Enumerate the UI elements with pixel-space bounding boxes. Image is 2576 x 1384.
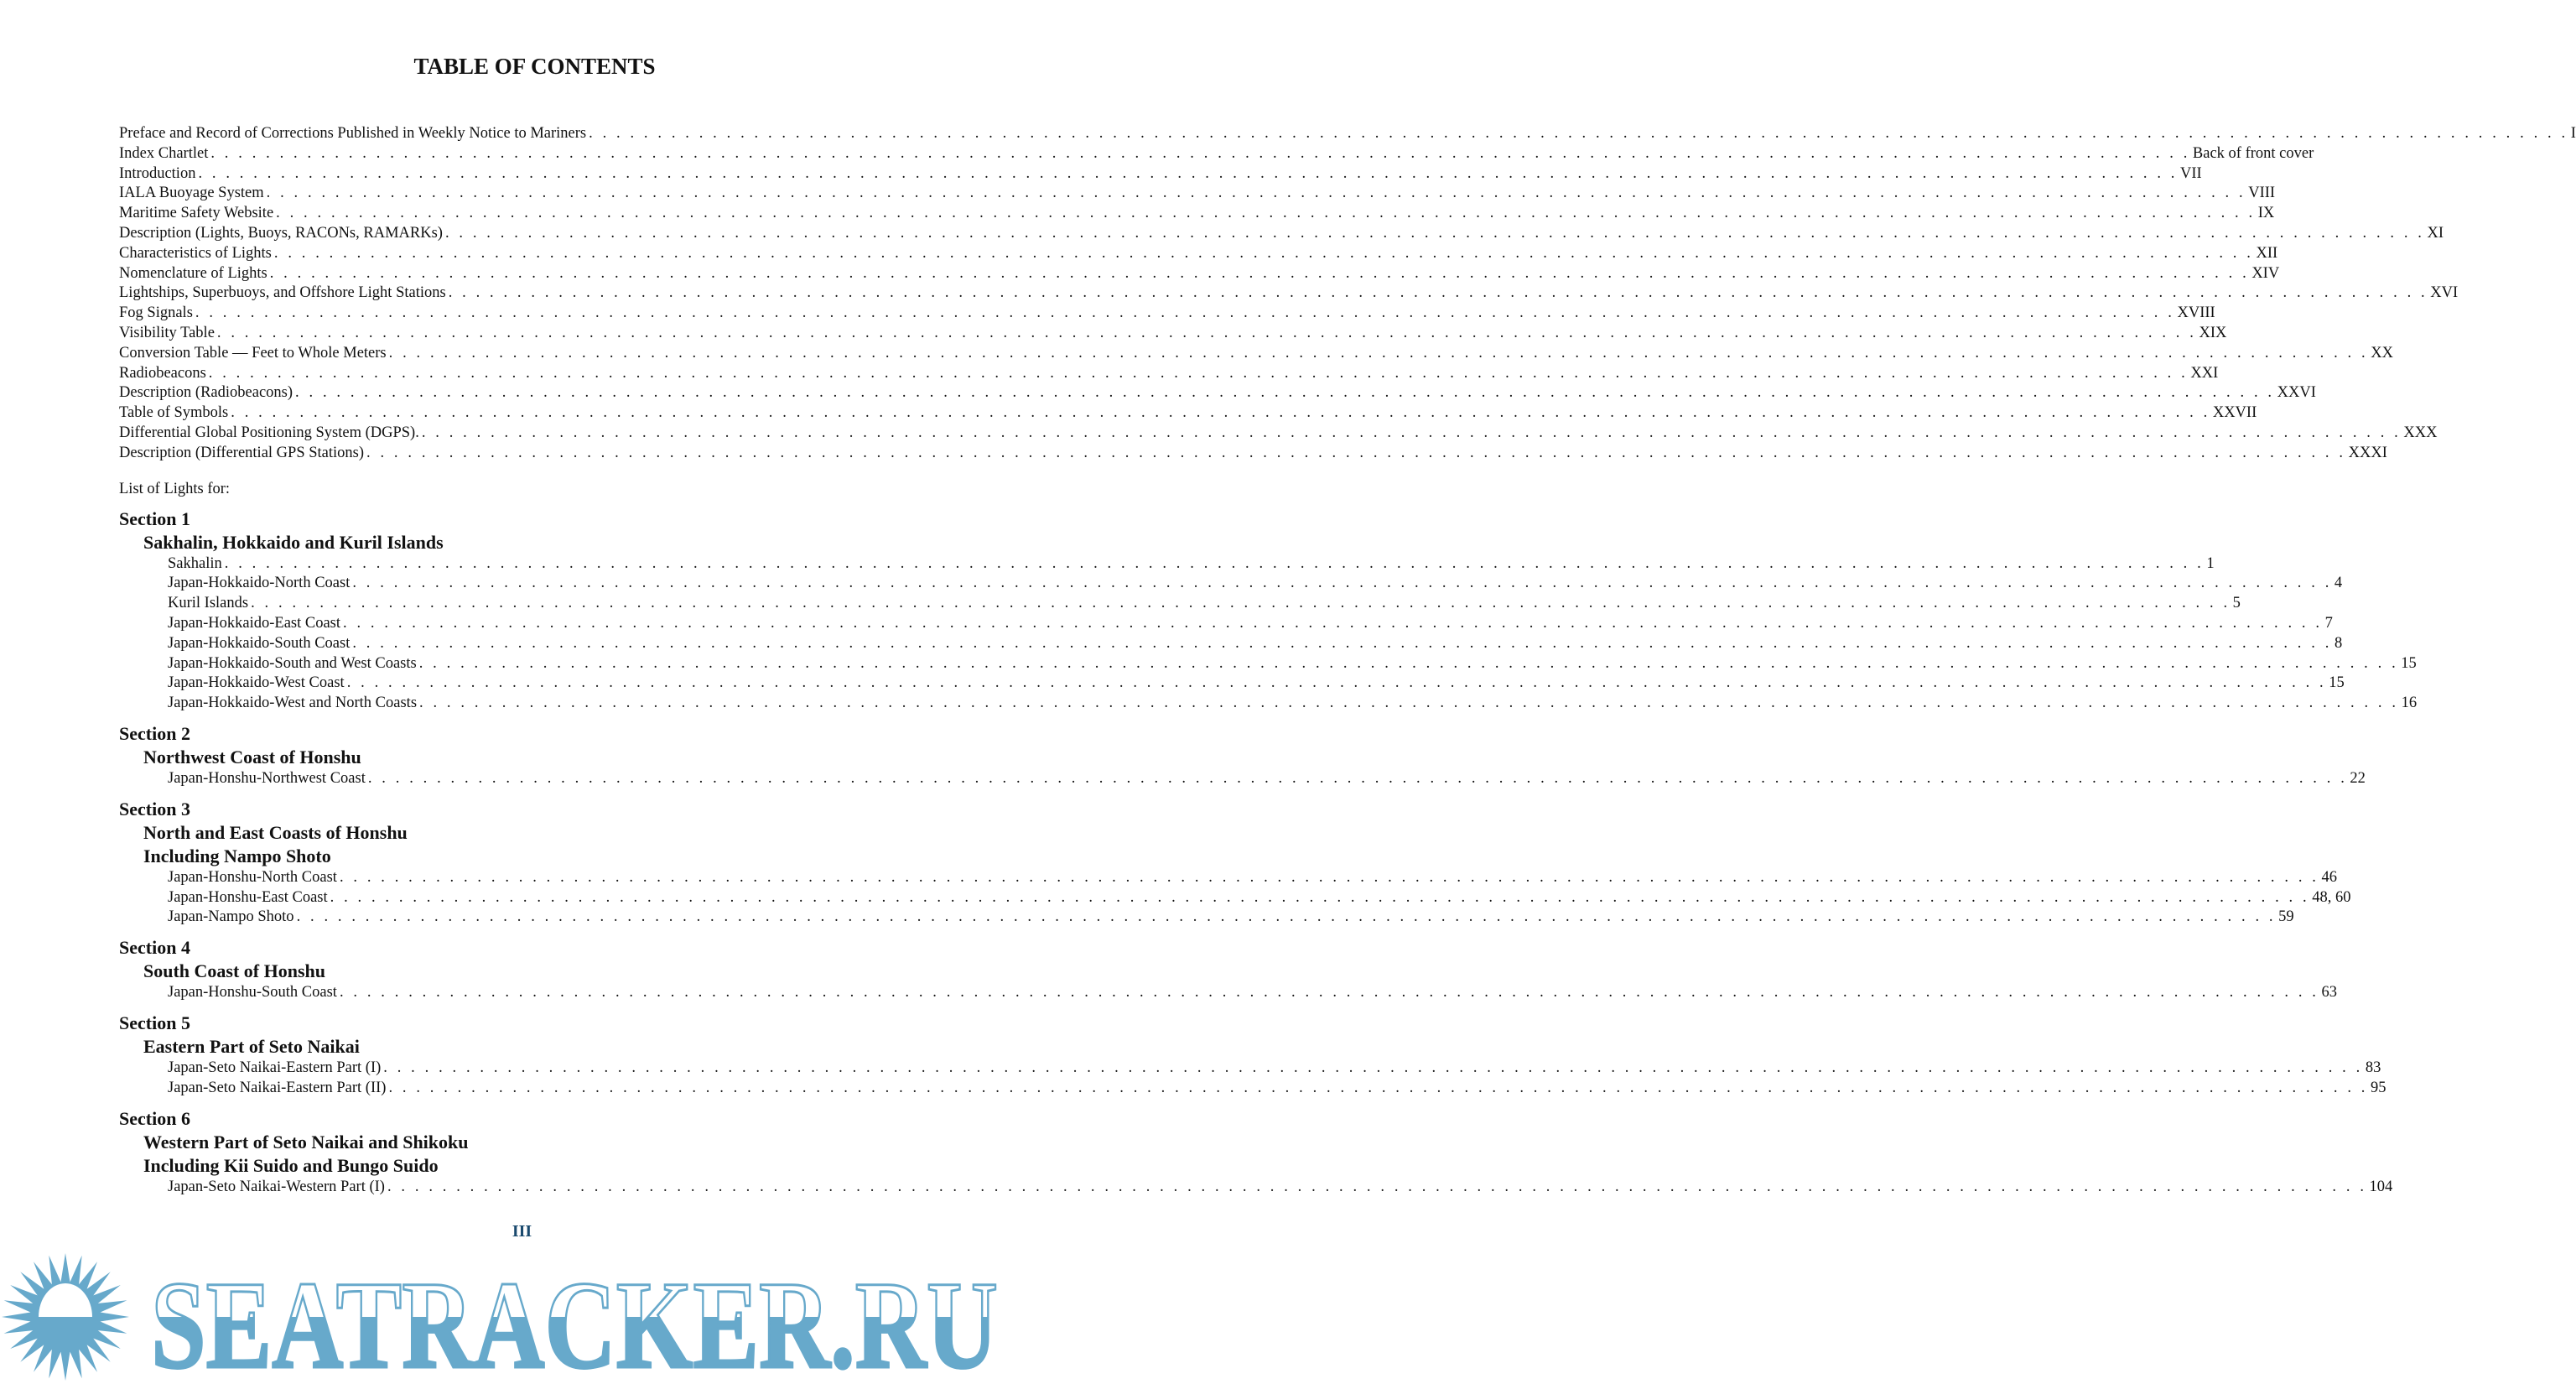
toc-entry-label: Japan-Hokkaido-East Coast: [168, 614, 341, 632]
dot-leader: [340, 983, 2319, 1003]
section-title: North and East Coasts of Honshu: [143, 821, 408, 843]
toc-entry-page: XXVII: [2212, 404, 2257, 422]
toc-entry[interactable]: [119, 908, 2294, 928]
toc-entry[interactable]: [119, 674, 2345, 694]
dot-leader: [330, 888, 2310, 908]
dot-leader: [387, 1178, 2367, 1198]
toc-entry[interactable]: [119, 574, 2343, 594]
dot-leader: [422, 424, 2402, 444]
toc-entry-page: 15: [2401, 654, 2417, 672]
toc-entry-page: XXVI: [2277, 384, 2316, 402]
dot-leader: [366, 444, 2346, 464]
dot-leader: [270, 264, 2250, 284]
toc-entry[interactable]: [119, 304, 2215, 324]
toc-entry-label: Visibility Table: [119, 324, 215, 341]
toc-entry[interactable]: [119, 594, 2241, 614]
section-entries: [119, 1059, 2386, 1099]
toc-entry-page: 16: [2401, 695, 2418, 712]
toc-entry-label: Japan-Hokkaido-North Coast: [168, 575, 351, 592]
toc-entry-label: Conversion Table — Feet to Whole Meters: [119, 344, 387, 362]
section-entries: [119, 983, 2338, 1003]
toc-entry[interactable]: [119, 769, 2366, 789]
toc-entry[interactable]: [119, 424, 2438, 444]
section-heading: Section 1: [119, 507, 190, 529]
dot-leader: [217, 324, 2197, 344]
toc-entry-label: Japan-Honshu-North Coast: [168, 868, 337, 886]
toc-entry-label: Sakhalin: [168, 554, 222, 572]
toc-entry-page: 1: [2206, 554, 2215, 572]
toc-entry[interactable]: [119, 1079, 2386, 1099]
toc-entry-label: IALA Buoyage System: [119, 185, 264, 202]
toc-entry[interactable]: [119, 983, 2338, 1003]
table-of-contents: [119, 124, 2576, 1197]
section-title: Sakhalin, Hokkaido and Kuril Islands: [143, 531, 444, 553]
toc-entry[interactable]: [119, 284, 2459, 304]
toc-entry-page: XX: [2371, 344, 2393, 362]
toc-entry[interactable]: [119, 694, 2418, 714]
toc-entry-label: Radiobeacons: [119, 364, 206, 382]
watermark-text: SEATRACKER.RU: [151, 1256, 998, 1384]
toc-entry[interactable]: [119, 614, 2333, 634]
dot-leader: [195, 304, 2175, 324]
sun-icon: [2, 1253, 129, 1381]
toc-entry-label: Japan-Seto Naikai-Western Part (I): [168, 1178, 385, 1195]
toc-entry-page: 46: [2321, 868, 2338, 886]
toc-entry-label: Japan-Seto Naikai-Eastern Part (II): [168, 1079, 387, 1096]
toc-entry-page: 63: [2321, 984, 2338, 1002]
dot-leader: [352, 634, 2332, 654]
toc-entry[interactable]: [119, 634, 2343, 654]
toc-entry[interactable]: [119, 1059, 2381, 1079]
toc-entry-page: 22: [2350, 769, 2366, 787]
dot-leader: [368, 769, 2348, 789]
toc-entry-label: Japan-Hokkaido-South and West Coasts: [168, 654, 417, 672]
toc-entry-page: XVIII: [2177, 304, 2215, 322]
toc-entry-label: Japan-Hokkaido-West Coast: [168, 674, 345, 692]
toc-entry-page: XIX: [2199, 324, 2227, 341]
toc-entry[interactable]: [119, 888, 2351, 908]
dot-leader: [251, 594, 2231, 614]
toc-entry-page: Back of front cover: [2192, 144, 2314, 162]
toc-entry-label: Japan-Hokkaido-West and North Coasts: [168, 695, 418, 712]
section-heading: Section 2: [119, 722, 190, 744]
toc-entry-page: 48, 60: [2312, 888, 2351, 906]
toc-entry-label: Maritime Safety Website: [119, 205, 274, 222]
dot-leader: [210, 144, 2190, 164]
section-title: Northwest Coast of Honshu: [143, 746, 361, 767]
section-entries: [119, 868, 2351, 928]
section-entries: [119, 1178, 2393, 1198]
toc-entry-page: XIV: [2251, 264, 2280, 282]
toc-entry[interactable]: [119, 364, 2219, 384]
toc-entry[interactable]: [119, 554, 2215, 575]
section-heading: Section 5: [119, 1012, 190, 1033]
toc-entry[interactable]: [119, 403, 2257, 424]
dot-leader: [389, 344, 2369, 364]
toc-entry[interactable]: [119, 184, 2276, 204]
toc-entry-page: 83: [2365, 1059, 2381, 1076]
toc-entry-label: Introduction: [119, 164, 196, 182]
toc-entry-label: Japan-Honshu-South Coast: [168, 984, 337, 1002]
toc-entry-page: 15: [2329, 674, 2345, 692]
dot-leader: [295, 383, 2275, 403]
toc-entry[interactable]: [119, 124, 2576, 144]
section-block: [119, 1107, 2393, 1198]
toc-entry-label: Japan-Seto Naikai-Eastern Part (I): [168, 1059, 382, 1076]
toc-entry-page: 95: [2371, 1079, 2386, 1096]
toc-entry-label: Characteristics of Lights: [119, 244, 272, 262]
section-block: [119, 507, 2418, 714]
toc-entry-page: 59: [2278, 908, 2294, 926]
toc-entry-page: 5: [2232, 595, 2241, 612]
dot-leader: [231, 403, 2210, 424]
toc-entry[interactable]: [119, 654, 2417, 674]
section-title: Including Kii Suido and Bungo Suido: [143, 1154, 439, 1176]
dot-leader: [276, 204, 2256, 224]
dot-leader: [343, 614, 2323, 634]
toc-entry-label: Description (Lights, Buoys, RACONs, RAMARKs): [119, 224, 443, 242]
toc-entry-page: XXX: [2403, 424, 2438, 441]
list-of-lights-label: List of Lights for:: [119, 480, 231, 497]
toc-entry-page: IX: [2257, 205, 2275, 222]
toc-entry-page: I: [2570, 125, 2576, 142]
sections-list: [119, 507, 2418, 1198]
toc-entry-label: Kuril Islands: [168, 595, 249, 612]
section-title: Eastern Part of Seto Naikai: [143, 1035, 360, 1057]
toc-entry-page: XVI: [2430, 284, 2459, 302]
dot-leader: [352, 574, 2332, 594]
dot-leader: [419, 654, 2399, 674]
dot-leader: [388, 1079, 2368, 1099]
toc-entry-page: 8: [2334, 634, 2343, 652]
toc-entry-label: Japan-Nampo Shoto: [168, 908, 294, 926]
dot-leader: [225, 554, 2205, 575]
toc-entry-label: Lightships, Superbuoys, and Offshore Light Stations: [119, 284, 446, 302]
toc-entry[interactable]: [119, 868, 2338, 888]
dot-leader: [383, 1059, 2363, 1079]
toc-entry-label: Preface and Record of Corrections Published in Weekly Notice to Mariners: [119, 125, 587, 142]
section-title: Western Part of Seto Naikai and Shikoku: [143, 1131, 469, 1152]
toc-entry-label: Table of Symbols: [119, 404, 229, 422]
toc-entry[interactable]: [119, 1178, 2393, 1198]
toc-entry-page: 104: [2369, 1178, 2393, 1195]
section-block: [119, 722, 2366, 789]
dot-leader: [267, 184, 2246, 204]
toc-entry-page: VIII: [2248, 185, 2276, 202]
section-heading: Section 3: [119, 798, 190, 819]
section-entries: [119, 769, 2366, 789]
toc-entry-label: Nomenclature of Lights: [119, 264, 267, 282]
section-block: [119, 798, 2351, 928]
toc-entry-page: XXXI: [2348, 444, 2387, 461]
section-heading: Section 6: [119, 1107, 190, 1129]
toc-entry-page: 4: [2334, 575, 2343, 592]
page-title: TABLE OF CONTENTS: [413, 54, 656, 79]
toc-entry[interactable]: [119, 224, 2444, 244]
toc-entry[interactable]: [119, 164, 2202, 185]
section-title: Including Nampo Shoto: [143, 845, 331, 866]
toc-entry-label: Description (Differential GPS Stations): [119, 444, 365, 461]
section-title: South Coast of Honshu: [143, 960, 326, 982]
watermark-logo: [0, 1250, 1069, 1384]
toc-entry[interactable]: [119, 383, 2316, 403]
page-number: III: [512, 1222, 532, 1241]
toc-entry[interactable]: [119, 264, 2280, 284]
toc-entry-page: XXI: [2190, 364, 2219, 382]
toc-entry-label: Description (Radiobeacons): [119, 384, 293, 402]
toc-entry[interactable]: [119, 244, 2278, 264]
dot-leader: [274, 244, 2254, 264]
dot-leader: [340, 868, 2319, 888]
section-block: [119, 1012, 2386, 1099]
dot-leader: [419, 694, 2399, 714]
toc-entry[interactable]: [119, 204, 2275, 224]
dot-leader: [297, 908, 2277, 928]
toc-entry-page: VII: [2180, 164, 2202, 182]
toc-entry[interactable]: [119, 344, 2393, 364]
dot-leader: [445, 224, 2425, 244]
dot-leader: [209, 364, 2189, 384]
dot-leader: [198, 164, 2178, 185]
toc-entry[interactable]: [119, 444, 2387, 464]
dot-leader: [589, 124, 2568, 144]
toc-entry-label: Japan-Honshu-East Coast: [168, 888, 328, 906]
toc-entry-label: Index Chartlet: [119, 144, 209, 162]
dot-leader: [347, 674, 2327, 694]
dot-leader: [449, 284, 2428, 304]
toc-entry-page: XI: [2427, 224, 2444, 242]
toc-entry-page: XII: [2256, 244, 2278, 262]
front-matter-list: [119, 124, 2576, 464]
section-block: [119, 936, 2338, 1003]
toc-entry-label: Differential Global Positioning System (DGPS).: [119, 424, 419, 441]
section-entries: [119, 554, 2418, 714]
toc-entry-label: Japan-Hokkaido-South Coast: [168, 634, 351, 652]
toc-entry-label: Japan-Honshu-Northwest Coast: [168, 769, 366, 787]
toc-entry-label: Fog Signals: [119, 304, 193, 322]
toc-entry[interactable]: [119, 144, 2314, 164]
toc-entry-page: 7: [2324, 614, 2333, 632]
toc-entry[interactable]: [119, 324, 2227, 344]
section-heading: Section 4: [119, 937, 190, 959]
